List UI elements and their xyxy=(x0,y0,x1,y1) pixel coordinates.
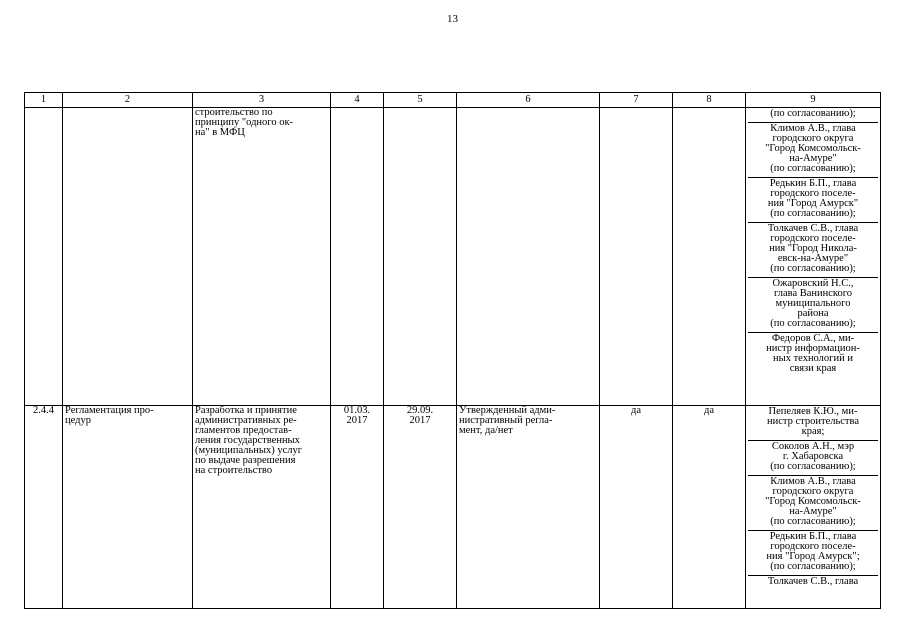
value-cell xyxy=(600,108,673,406)
responsible-entry: Климов А.В., глава городского округа "Город Комсомольск- на-Амуре" (по согласованию); xyxy=(748,123,878,178)
column-number: 8 xyxy=(673,93,746,108)
page-number: 13 xyxy=(447,13,458,25)
column-number: 2 xyxy=(63,93,193,108)
responsible-entry: Федоров С.А., ми- нистр информацион- ных технологий и связи края xyxy=(766,333,860,374)
activity-description-cell: Разработка и принятие административных ре- гламентов предостав- ления государственных (муниципальных) услуг по выдаче разрешения на строительство xyxy=(193,406,331,609)
column-number: 3 xyxy=(193,93,331,108)
value-cell xyxy=(673,108,746,406)
end-date-cell xyxy=(384,108,457,406)
responsible-entry: Толкачев С.В., глава xyxy=(767,576,859,587)
responsible-entry: Климов А.В., глава городского округа "Город Комсомольск- на-Амуре" (по согласованию); xyxy=(748,476,878,531)
responsible-entry: Соколов А.Н., мэр г. Хабаровска (по согласованию); xyxy=(748,441,878,476)
activity-description-cell: строительство по принципу "одного ок- на" в МФЦ xyxy=(193,108,331,406)
end-date-cell: 29.09. 2017 xyxy=(384,406,457,609)
activity-name-cell: Регламентация про- цедур xyxy=(63,406,193,609)
plan-table xyxy=(24,92,881,609)
value-cell: да xyxy=(600,406,673,609)
result-indicator-cell xyxy=(457,108,600,406)
column-number: 9 xyxy=(746,93,881,108)
start-date-cell xyxy=(331,108,384,406)
table-row xyxy=(25,108,881,406)
start-date-cell: 01.03. 2017 xyxy=(331,406,384,609)
column-number: 7 xyxy=(600,93,673,108)
item-number-cell: 2.4.4 xyxy=(25,406,63,609)
responsible-persons-cell xyxy=(746,406,881,609)
table-row xyxy=(25,406,881,609)
item-number-cell xyxy=(25,108,63,406)
responsible-entry: (по согласованию); xyxy=(748,108,878,123)
activity-name-cell xyxy=(63,108,193,406)
column-number: 5 xyxy=(384,93,457,108)
responsible-entry: Редькин Б.П., глава городского поселе- ния "Город Амурск" (по согласованию); xyxy=(748,178,878,223)
responsible-entry: Ожаровский Н.С., глава Ванинского муниципального района (по согласованию); xyxy=(748,278,878,333)
result-indicator-cell: Утвержденный адми- нистративный регла- мент, да/нет xyxy=(457,406,600,609)
column-number: 6 xyxy=(457,93,600,108)
column-number-row xyxy=(25,93,881,108)
column-number: 4 xyxy=(331,93,384,108)
responsible-entry: Редькин Б.П., глава городского поселе- ния "Город Амурск"; (по согласованию); xyxy=(748,531,878,576)
responsible-entry: Пепеляев К.Ю., ми- нистр строительства края; xyxy=(748,406,878,441)
responsible-persons-cell xyxy=(746,108,881,406)
value-cell: да xyxy=(673,406,746,609)
column-number: 1 xyxy=(25,93,63,108)
responsible-entry: Толкачев С.В., глава городского поселе- ния "Город Никола- евск-на-Амуре" (по согласованию); xyxy=(748,223,878,278)
